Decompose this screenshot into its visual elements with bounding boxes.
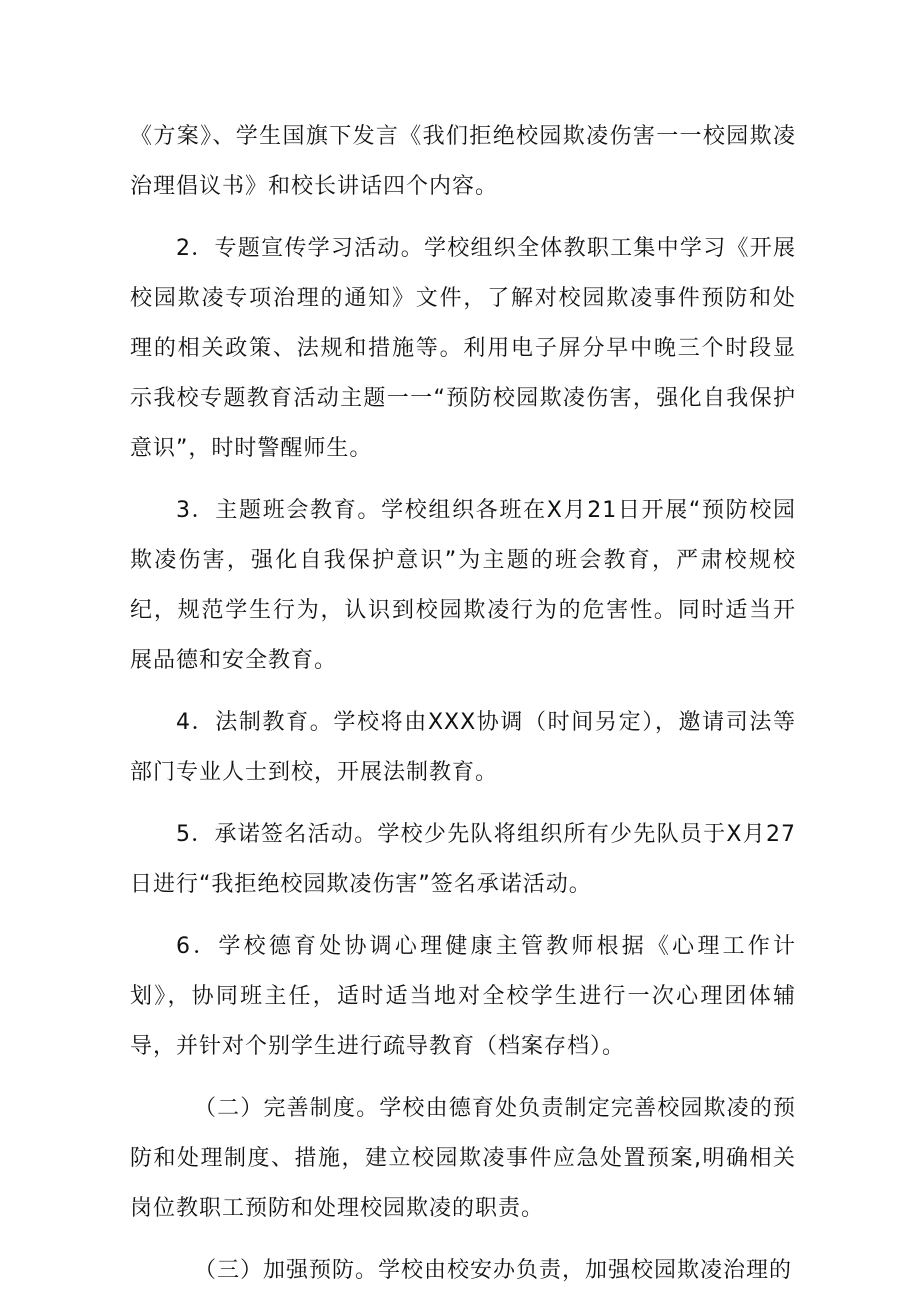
paragraph-item-3: 3．主题班会教育。学校组织各班在X月21日开展“预防校园欺凌伤害，强化自我保护意识”为主题的班会教育，严肃校规校纪，规范学生行为，认识到校园欺凌行为的危害性。同时适当开展品德和安全教育。 <box>130 498 796 673</box>
paragraph-item-5: 5．承诺签名活动。学校少先队将组织所有少先队员于X月27日进行“我拒绝校园欺凌伤害”签名承诺活动。 <box>130 822 796 897</box>
paragraph-section-3: （三）加强预防。学校由校安办负责，加强校园欺凌治理的 <box>194 1258 793 1283</box>
paragraph-section-2: （二）完善制度。学校由德育处负责制定完善校园欺凌的预防和处理制度、措施，建立校园欺凌事件应急处置预案,明确相关岗位教职工预防和处理校园欺凌的职责。 <box>130 1096 796 1221</box>
paragraph-continuation: 《方案》、学生国旗下发言《我们拒绝校园欺凌伤害一一校园欺凌治理倡议书》和校长讲话四个内容。 <box>130 124 796 199</box>
paragraph-item-2: 2．专题宣传学习活动。学校组织全体教职工集中学习《开展校园欺凌专项治理的通知》文件，了解对校园欺凌事件预防和处理的相关政策、法规和措施等。利用电子屏分早中晚三个时段显示我校专题教育活动主题一一“预防校园欺凌伤害，强化自我保护意识”，时时警醒师生。 <box>130 236 796 461</box>
paragraph-item-6: 6．学校德育处协调心理健康主管教师根据《心理工作计划》，协同班主任，适时适当地对全校学生进行一次心理团体辅导，并针对个别学生进行疏导教育（档案存档）。 <box>130 934 796 1059</box>
document-body <box>130 112 796 1308</box>
paragraph-item-4: 4．法制教育。学校将由XXX协调（时间另定），邀请司法等部门专业人士到校，开展法制教育。 <box>130 710 796 785</box>
